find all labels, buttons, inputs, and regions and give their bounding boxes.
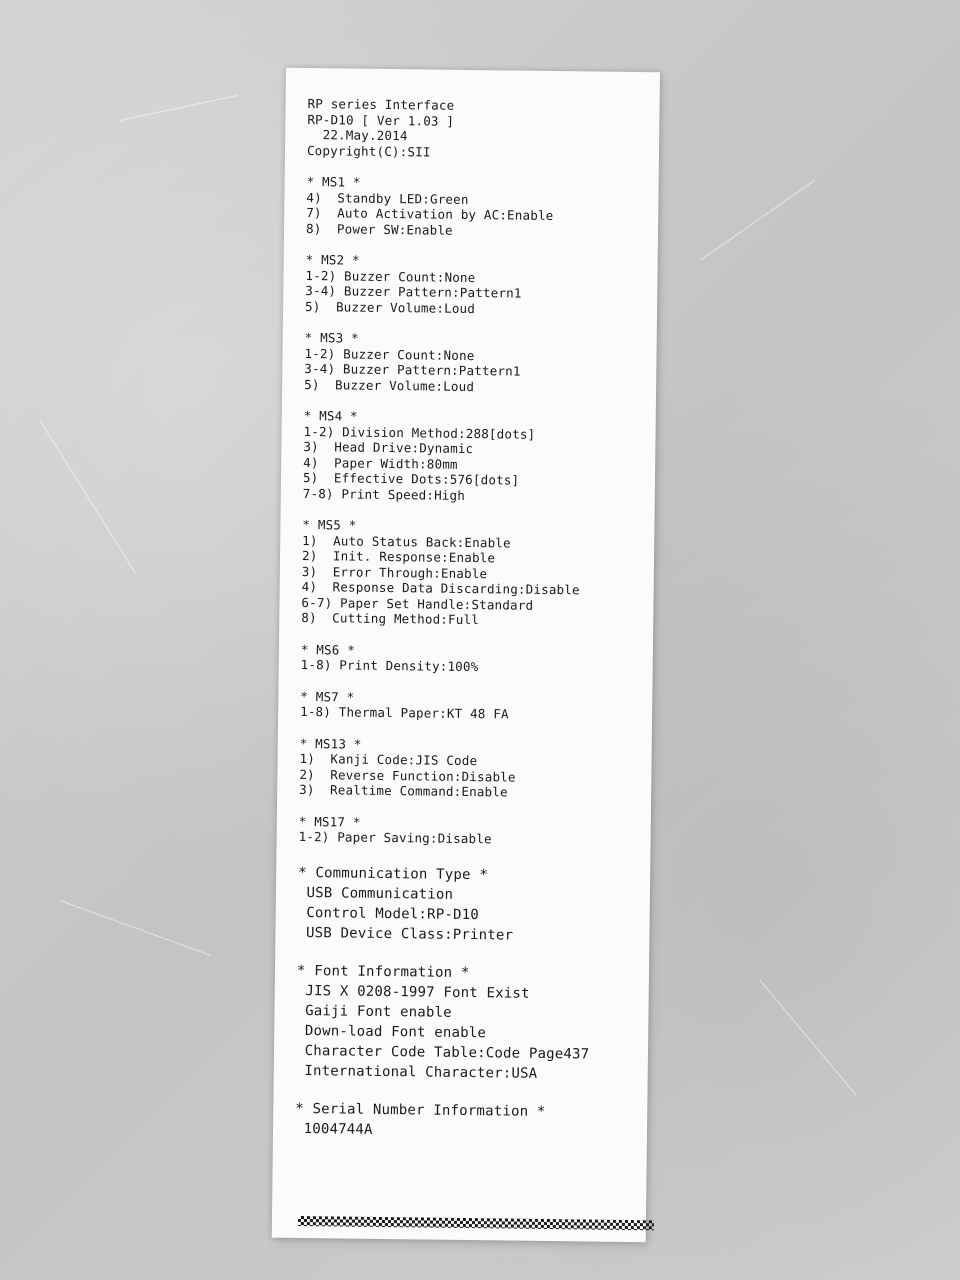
section-ms6 xyxy=(301,641,641,676)
section-title: * Font Information * xyxy=(296,962,470,981)
cut-line-pattern xyxy=(298,1216,654,1230)
section-ms17 xyxy=(299,813,639,848)
setting-line: 8) Cutting Method:Full xyxy=(301,609,480,628)
desk-scratch xyxy=(60,900,211,956)
setting-line: 1-2) Division Method:288[dots] xyxy=(303,423,536,442)
receipt-text xyxy=(295,96,648,1143)
setting-line: 3-4) Buzzer Pattern:Pattern1 xyxy=(305,282,522,301)
setting-line: 6-7) Paper Set Handle:Standard xyxy=(301,594,534,613)
setting-line: 4) Response Data Discarding:Disable xyxy=(301,578,580,598)
section-title: * MS7 * xyxy=(300,688,355,705)
info-line: International Character:USA xyxy=(295,1062,538,1082)
desk-scratch xyxy=(120,95,238,121)
info-line: Gaiji Font enable xyxy=(296,1002,452,1021)
info-line: Down-load Font enable xyxy=(296,1022,487,1041)
setting-line: 5) Effective Dots:576[dots] xyxy=(302,469,520,488)
setting-line: 4) Paper Width:80mm xyxy=(303,454,458,472)
section-ms13 xyxy=(299,735,640,801)
section-title: * MS5 * xyxy=(302,516,357,533)
setting-line: 7) Auto Activation by AC:Enable xyxy=(306,204,554,223)
info-line: JIS X 0208-1997 Font Exist xyxy=(296,982,530,1002)
setting-line: 1-8) Thermal Paper:KT 48 FA xyxy=(300,703,509,722)
desk-scratch xyxy=(700,180,815,261)
header-line: RP series Interface xyxy=(307,95,455,113)
setting-line: 1-2) Buzzer Count:None xyxy=(305,267,476,285)
setting-line: 2) Reverse Function:Disable xyxy=(299,766,516,785)
setting-line: 3) Error Through:Enable xyxy=(301,563,488,581)
section-serial-number xyxy=(295,1098,635,1142)
info-line: Control Model:RP-D10 xyxy=(297,904,479,923)
setting-line: 4) Standby LED:Green xyxy=(306,189,469,207)
section-ms7 xyxy=(300,688,640,723)
setting-line: 1) Auto Status Back:Enable xyxy=(302,532,511,550)
desk-scratch xyxy=(760,980,857,1096)
section-title: * MS17 * xyxy=(298,813,361,830)
section-ms5 xyxy=(301,517,642,630)
header-line: Copyright(C):SII xyxy=(306,142,431,159)
setting-line: 5) Buzzer Volume:Loud xyxy=(305,298,476,316)
section-title: * MS2 * xyxy=(305,251,360,268)
desk-scratch xyxy=(40,420,136,573)
setting-line: 1) Kanji Code:JIS Code xyxy=(299,750,478,769)
setting-line: 5) Buzzer Volume:Loud xyxy=(304,376,475,394)
section-title: * MS3 * xyxy=(304,329,359,346)
section-communication xyxy=(297,862,638,946)
section-title: * MS1 * xyxy=(306,173,361,190)
setting-line: 1-2) Paper Saving:Disable xyxy=(298,828,492,847)
info-line: USB Communication xyxy=(297,884,454,903)
section-ms3 xyxy=(304,330,645,396)
section-title: * MS13 * xyxy=(299,735,362,752)
section-ms4 xyxy=(303,408,644,505)
setting-line: 2) Init. Response:Enable xyxy=(301,547,496,566)
setting-line: 3) Head Drive:Dynamic xyxy=(303,438,474,457)
section-ms2 xyxy=(305,252,646,318)
section-ms1 xyxy=(306,174,647,240)
header-line: 22.May.2014 xyxy=(307,126,408,144)
serial-number: 1004744A xyxy=(294,1120,373,1138)
setting-line: 3-4) Buzzer Pattern:Pattern1 xyxy=(304,360,521,379)
setting-line: 3) Realtime Command:Enable xyxy=(299,781,508,800)
info-line: USB Device Class:Printer xyxy=(297,924,514,944)
receipt-header xyxy=(307,96,648,162)
section-font-information xyxy=(296,960,637,1084)
section-title: * MS6 * xyxy=(300,641,356,658)
setting-line: 8) Power SW:Enable xyxy=(305,220,453,238)
setting-line: 7-8) Print Speed:High xyxy=(302,485,466,503)
section-title: * Communication Type * xyxy=(298,864,489,883)
setting-line: 1-8) Print Density:100% xyxy=(300,656,479,675)
receipt-paper xyxy=(272,68,660,1242)
info-line: Character Code Table:Code Page437 xyxy=(295,1042,590,1062)
section-title: * MS4 * xyxy=(303,407,358,424)
setting-line: 1-2) Buzzer Count:None xyxy=(304,345,475,363)
section-title: * Serial Number Information * xyxy=(295,1100,546,1120)
header-line: RP-D10 [ Ver 1.03 ] xyxy=(307,111,455,129)
